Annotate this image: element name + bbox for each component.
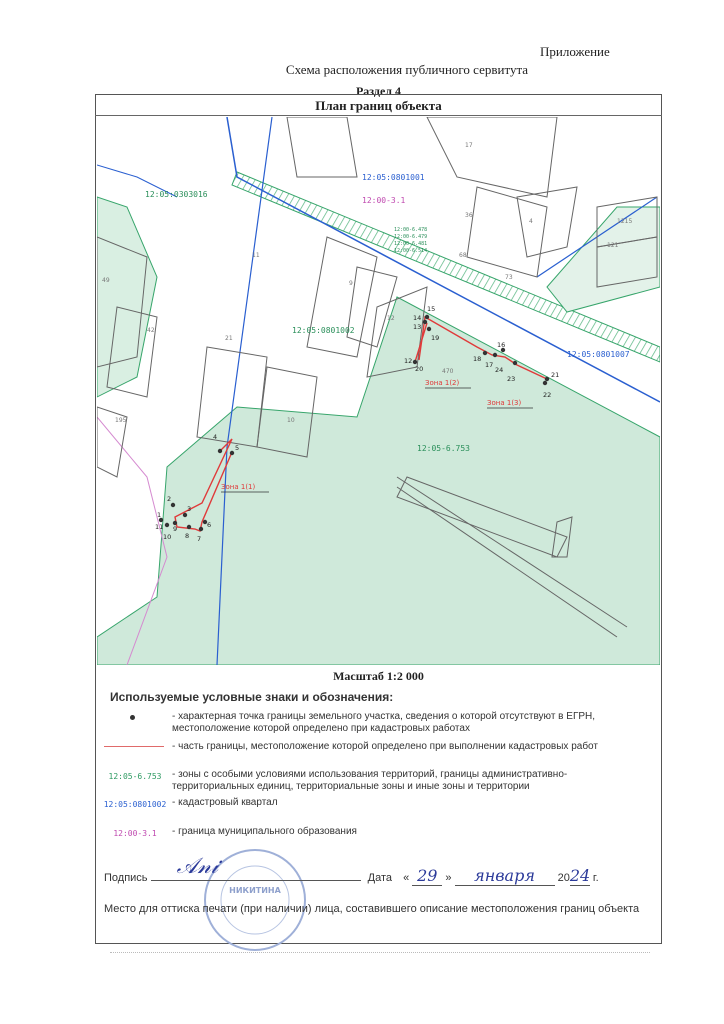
legend-title: Используемые условные знаки и обозначения: [110,690,394,704]
quarter-label-1: 12:05:0303016 [145,190,208,199]
quarter-label-3: 12:05:0801002 [292,326,355,335]
cadastral-map [97,117,660,665]
zone-list-2: 12:00-6.479 [394,234,428,240]
parcel-label: 9 [349,280,353,287]
date-day: 29 [412,866,442,886]
appendix-label: Приложение [540,44,610,59]
map-scale: Масштаб 1:2 000 [333,669,424,683]
signature-scribble-icon: 𝒜𝓃𝒾 [176,854,219,879]
scan-artifact [110,952,650,956]
zone-list-1: 12:00-6.478 [394,227,428,233]
legend-quarter-code: 12:05:0801002 [103,800,167,809]
legend-zone-code: 12:05-6.753 [108,772,162,781]
point-label: 19 [431,334,440,342]
zone-label: 12:05-6.753 [417,444,470,453]
point-label: 8 [185,532,190,540]
point-label: 20 [415,365,424,373]
point-label: 3 [187,505,192,513]
zone-label-3: Зона 1(3) [487,399,522,407]
date-year-prefix: 20 [557,872,570,884]
date-month: января [455,866,555,886]
legend-point-symbol [130,715,135,720]
legend-point-text: - характерная точка границы земельного участка, сведения о которой отсутствуют в ЕГРН, местоположение которой определено при кадастровых работах [172,711,596,734]
legend-municipal-code: 12:00-3.1 [113,829,157,838]
legend-quarter-text: - кадастровый квартал [172,797,278,808]
signature-field [151,854,361,881]
signature-row [104,854,599,886]
point-label: 21 [551,371,560,379]
point-label: 12 [404,357,413,365]
parcel-label: 73 [505,274,513,281]
stamp-name: НИКИТИНА [229,886,281,895]
document-title: Схема расположения публичного сервитута [285,62,529,77]
point-label: 9 [173,525,178,533]
point-label: 18 [473,355,482,363]
date-year-suffix: 24 [569,866,591,885]
legend-line-symbol [104,746,164,747]
date-label: Дата [367,872,393,884]
parcel-label: 42 [147,327,155,334]
point-label: 22 [543,391,552,399]
point-label: 4 [213,433,218,441]
point-label: 16 [497,341,506,349]
parcel-label: 68 [459,252,467,259]
parcel-label: 195 [115,417,127,424]
plan-title: План границ объекта [95,98,662,116]
parcel-label: 470 [442,368,454,375]
point-label: 6 [207,521,212,529]
date-year-unit: г. [592,872,599,884]
legend-line-text: - часть границы, местоположение которой определено при выполнении кадастровых работ [172,741,598,752]
legend-municipal-text: - граница муниципального образования [172,826,357,837]
point-label: 13 [413,323,422,331]
zone-label-1: Зона 1(1) [221,483,256,491]
signature-label: Подпись [104,872,148,884]
parcel-label: 17 [465,142,473,149]
point-label: 2 [167,495,172,503]
parcel-label: 12 [387,315,395,322]
point-label: 14 [413,314,422,322]
parcel-label: 121 [607,242,619,249]
quarter-label-4: 12:05:0801007 [567,350,630,359]
date-quote-close: » [445,872,452,884]
date-quote-open: « [403,872,410,884]
legend-zone-text: - зоны с особыми условиями использования территорий, границы административно-территориальных единиц, территориальные зоны и иные зоны и территории [172,769,568,792]
parcel-label: 49 [102,277,110,284]
parcel-label: 21 [225,335,233,342]
point-label: 23 [507,375,516,383]
quarter-label-2: 12:05:0801001 [362,173,425,182]
zone-list-4: 12:00-6.514 [394,248,428,254]
point-label: 1 [157,511,162,519]
point-label: 15 [427,305,436,313]
seal-place-text: Место для оттиска печати (при наличии) лица, составившего описание местоположения границ объекта [104,903,640,915]
parcel-label: 1215 [617,218,633,225]
point-label: 5 [235,444,240,452]
point-label: 10 [163,533,172,541]
point-label: 24 [495,366,504,374]
section-label: Раздел 4 [355,84,402,98]
parcel-label: 10 [287,417,295,424]
point-label: 17 [485,361,494,369]
point-label: 7 [197,535,202,543]
parcel-label: 11 [252,252,260,259]
point-label: 11 [155,523,164,531]
parcel-label: 36 [465,212,473,219]
zone-label-2: Зона 1(2) [425,379,460,387]
municipal-label: 12:00-3.1 [362,196,406,205]
parcel-label: 4 [529,218,533,225]
zone-list-3: 12:00-6.481 [394,241,428,247]
